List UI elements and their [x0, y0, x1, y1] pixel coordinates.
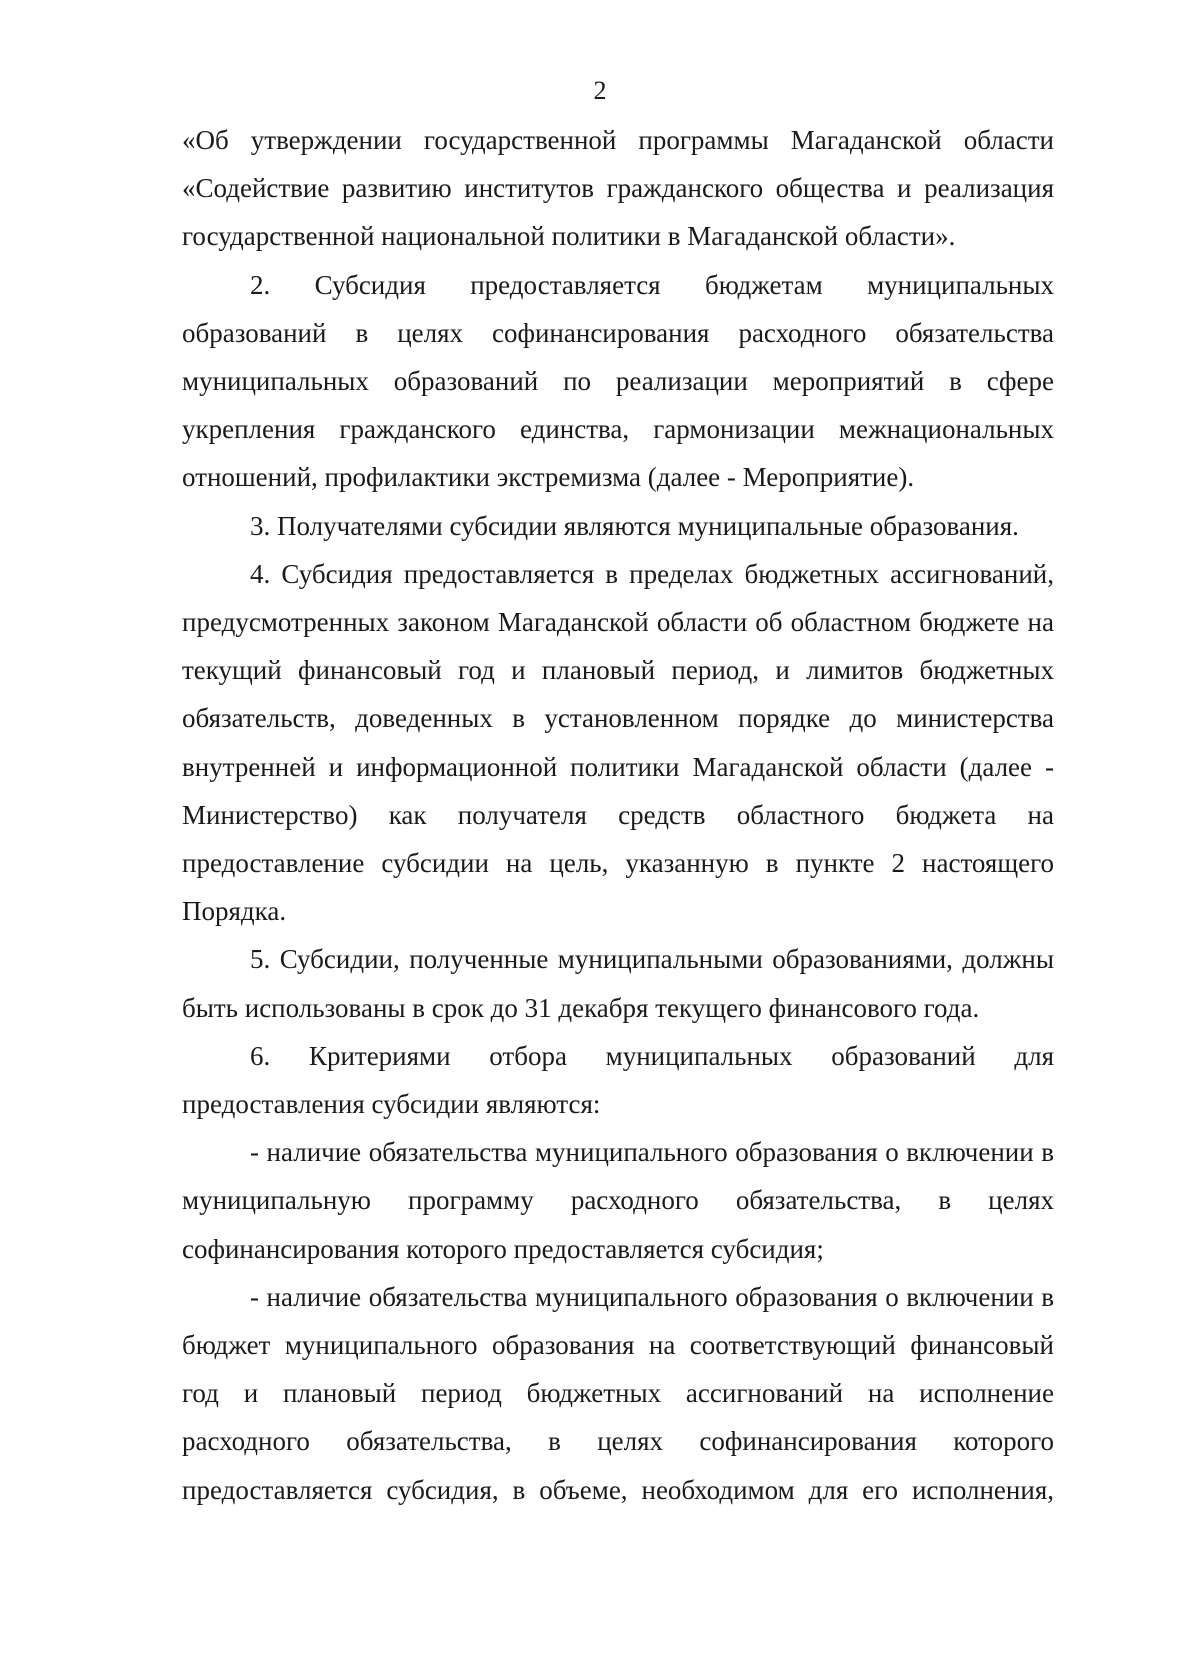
- paragraph-2: 2. Субсидия предоставляется бюджетам муниципальных образований в целях софинансирования расходного обязательства муниципальных образований по реализации мероприятий в сфере укрепления гражданского единства, гармонизации межнациональных отношений, профилактики экстремизма (далее - Мероприятие).: [182, 269, 1054, 493]
- page-number: 2: [593, 76, 607, 105]
- paragraph-3: 3. Получателями субсидии являются муниципальные образования.: [250, 510, 1019, 541]
- paragraph-5: 5. Субсидии, полученные муниципальными образованиями, должны быть использованы в срок до 31 декабря текущего финансового года.: [182, 944, 1054, 1023]
- paragraph-6-item-2: - наличие обязательства муниципального образования о включении в бюджет муниципального образования на соответствующий финансовый год и плановый период бюджетных ассигнований на исполнение расходного обязательства, в целях софинансирования которого предоставляется субсидия, в объеме, необходимом для его исполнения,: [182, 1281, 1054, 1505]
- paragraph-6-item-1: - наличие обязательства муниципального образования о включении в муниципальную программу расходного обязательства, в целях софинансирования которого предоставляется субсидия;: [182, 1137, 1054, 1264]
- paragraph-4: 4. Субсидия предоставляется в пределах бюджетных ассигнований, предусмотренных законом Магаданской области об областном бюджете на текущий финансовый год и плановый период, и лимитов бюджетных обязательств, доведенных в установленном порядке до министерства внутренней и информационной политики Магаданской области (далее - Министерство) как получателя средств областного бюджета на предоставление субсидии на цель, указанную в пункте 2 настоящего Порядка.: [182, 558, 1054, 927]
- document-body: [182, 116, 1054, 1514]
- paragraph-intro: «Об утверждении государственной программы Магаданской области «Содействие развитию институтов гражданского общества и реализация государственной национальной политики в Магаданской области».: [182, 125, 1054, 252]
- paragraph-6: 6. Критериями отбора муниципальных образований для предоставления субсидии являются:: [182, 1040, 1054, 1120]
